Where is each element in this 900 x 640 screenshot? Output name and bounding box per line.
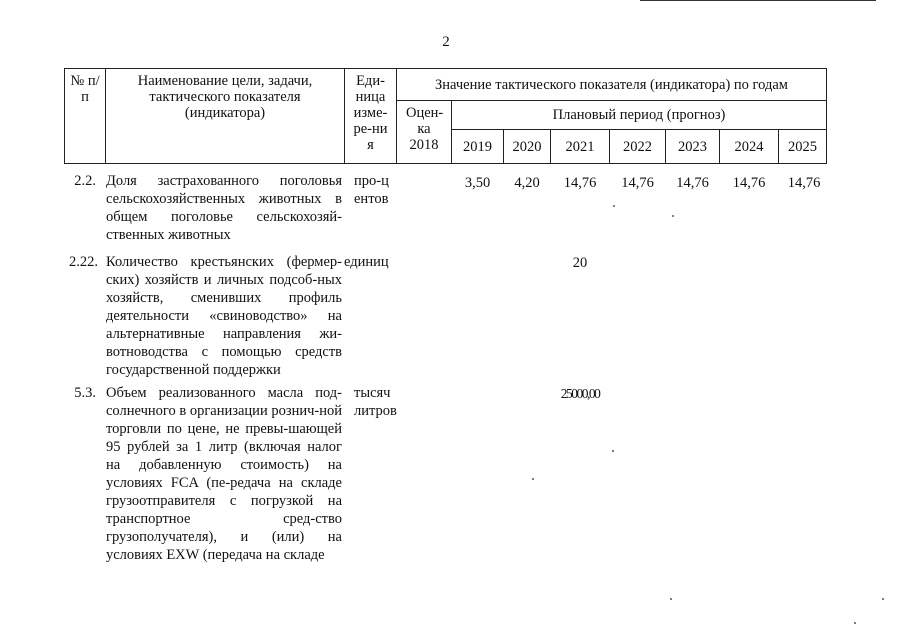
header-cell-name bbox=[105, 68, 345, 164]
header-year-2019 bbox=[451, 129, 504, 164]
header-cell-unit bbox=[344, 68, 397, 164]
header-no-label: № п/п bbox=[70, 73, 100, 105]
header-year-label: 2020 bbox=[512, 138, 542, 155]
row-value-2021: 20 bbox=[572, 255, 588, 271]
scan-speck bbox=[670, 598, 672, 600]
row-name: Количество крестьянских (фермер-ских) хозяйств и личных подсоб-ных хозяйств, сменивших профиль деятельности «свиноводство» на альтернативные направления жи-вотноводства с помощью средств государственной поддержки bbox=[106, 254, 342, 378]
row-value-2022: 14,76 bbox=[621, 175, 654, 191]
row-value-2020: 4,20 bbox=[514, 175, 540, 191]
header-name-label: Наименование цели, задачи, тактического показателя (индикатора) bbox=[137, 73, 313, 121]
header-plan-group-label: Плановый период (прогноз) bbox=[552, 107, 726, 123]
row-name: Доля застрахованного поголовья сельскохозяйственных животных в общем поголовье сельскохозяй-ственных животных bbox=[106, 173, 342, 243]
header-year-2023 bbox=[665, 129, 720, 164]
header-estimate-label: Оцен-ка 2018 bbox=[406, 105, 444, 153]
row-name: Объем реализованного масла под-солнечного в организации рознич-ной торговли по цене, не превы-шающей 95 рублей за 1 литр (включая налог на добавленную стоимость) на условиях FCA (пе-редача на складе грузоотправителя с погрузкой на транспортное сред-ство грузополучателя), и (или) на условиях EXW (передача на складе bbox=[106, 385, 342, 563]
row-value-2019: 3,50 bbox=[464, 175, 491, 191]
row-unit: единиц bbox=[344, 254, 389, 270]
row-number: 5.3. bbox=[74, 385, 96, 401]
scan-speck bbox=[612, 450, 614, 452]
header-year-label: 2025 bbox=[788, 138, 817, 155]
scan-speck bbox=[613, 205, 615, 207]
row-value-2021: 25000,00 bbox=[560, 386, 600, 401]
row-value-2021: 14,76 bbox=[563, 175, 597, 191]
row-number: 2.2. bbox=[74, 173, 96, 189]
scan-speck bbox=[532, 478, 534, 480]
row-value-2023: 14,76 bbox=[676, 175, 709, 191]
header-year-2021 bbox=[550, 129, 610, 164]
header-cell-no bbox=[64, 68, 106, 164]
header-year-2022 bbox=[609, 129, 666, 164]
row-unit: тысяч литров bbox=[354, 385, 397, 419]
page-number: 2 bbox=[442, 34, 450, 50]
header-cell-estimate bbox=[396, 100, 452, 164]
scan-speck bbox=[854, 622, 856, 624]
header-unit-label: Еди-ница изме-ре-ния bbox=[353, 73, 388, 153]
scan-speck bbox=[882, 598, 884, 600]
row-value-2025: 14,76 bbox=[787, 175, 821, 191]
header-year-2025 bbox=[778, 129, 827, 164]
scan-speck bbox=[672, 215, 674, 217]
row-value-2024: 14,76 bbox=[732, 175, 766, 191]
header-year-label: 2021 bbox=[565, 138, 595, 155]
header-cell-plan-group bbox=[451, 100, 827, 130]
header-values-group-label: Значение тактического показателя (индикатора) по годам bbox=[435, 76, 788, 93]
header-year-2024 bbox=[719, 129, 779, 164]
header-year-label: 2024 bbox=[734, 138, 764, 155]
header-cell-values-group bbox=[396, 68, 827, 101]
header-year-2020 bbox=[503, 129, 551, 164]
row-number: 2.22. bbox=[69, 254, 98, 270]
header-year-label: 2023 bbox=[678, 138, 707, 155]
header-year-label: 2019 bbox=[463, 138, 492, 155]
top-border-line bbox=[640, 0, 876, 1]
header-year-label: 2022 bbox=[623, 138, 652, 155]
row-unit: про-центов bbox=[354, 173, 389, 207]
